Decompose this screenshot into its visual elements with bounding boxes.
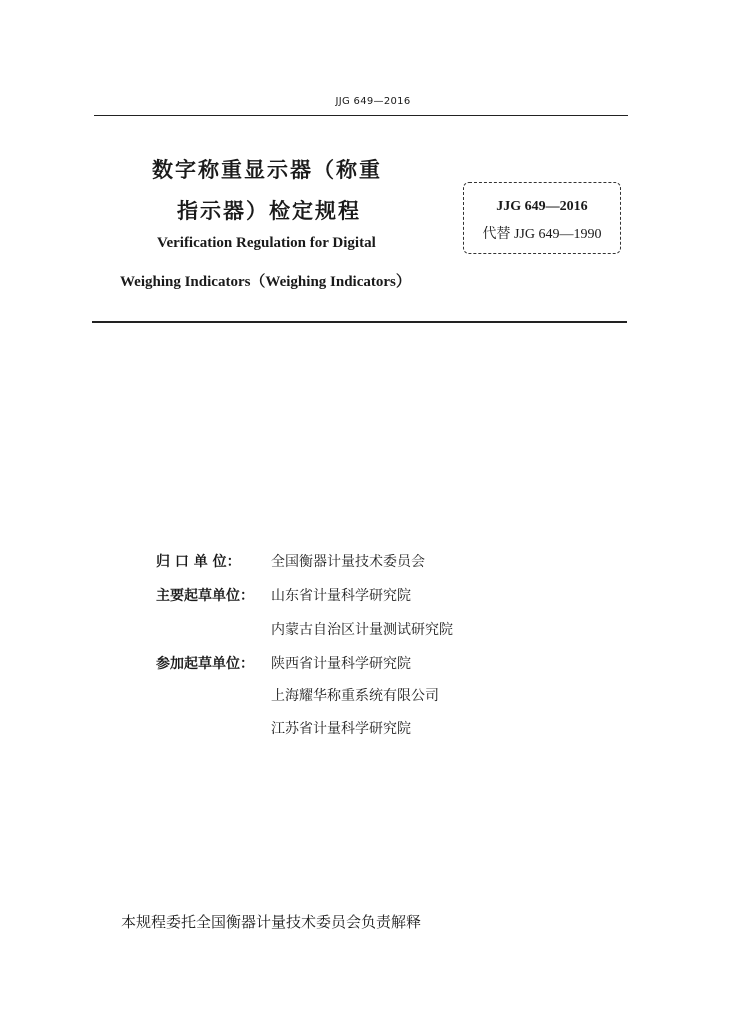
responsible-unit-label: 归 口 单 位： <box>156 554 241 570</box>
replaced-code: 代替 JJG 649—1990 <box>482 227 602 242</box>
interpretation-note: 本规程委托全国衡器计量技术委员会负责解释 <box>121 913 422 931</box>
title-zh-line2: 指示器）检定规程 <box>177 199 361 223</box>
participating-unit-label: 参加起草单位： <box>156 656 254 672</box>
drafting-unit-label: 主要起草单位： <box>156 588 254 604</box>
running-header-code: JJG 649—2016 <box>335 96 411 107</box>
header-rule <box>94 115 628 116</box>
title-rule <box>92 321 627 323</box>
drafting-unit-1: 山东省计量科学研究院 <box>271 588 411 604</box>
participating-unit-3: 江苏省计量科学研究院 <box>271 721 411 737</box>
title-zh-line1: 数字称重显示器（称重 <box>152 158 382 182</box>
drafting-unit-2: 内蒙古自治区计量测试研究院 <box>271 622 453 638</box>
participating-unit-1: 陕西省计量科学研究院 <box>271 656 411 672</box>
title-en-line1: Verification Regulation for Digital <box>157 235 376 251</box>
regulation-code: JJG 649—2016 <box>496 199 588 214</box>
title-en-line2: Weighing Indicators（Weighing Indicators） <box>120 274 411 290</box>
regulation-code-box <box>463 182 621 254</box>
responsible-unit: 全国衡器计量技术委员会 <box>271 554 425 570</box>
participating-unit-2: 上海耀华称重系统有限公司 <box>271 688 439 704</box>
